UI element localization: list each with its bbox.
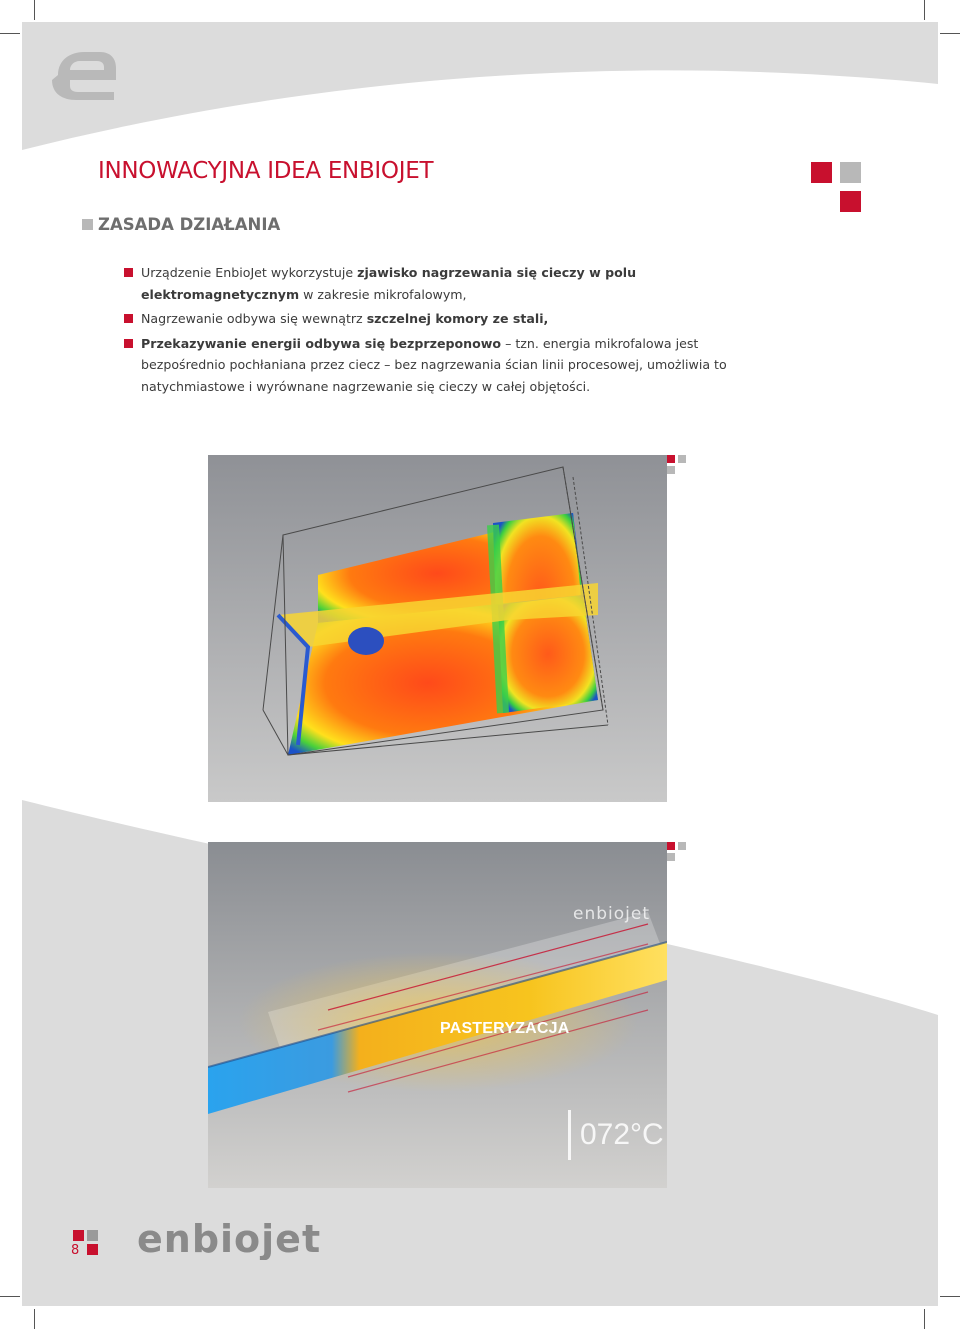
page-number: 8 — [71, 1243, 80, 1258]
decorative-square-grey — [667, 466, 675, 474]
decorative-square-grey — [678, 842, 686, 850]
enbiojet-wordmark: enbiojet — [137, 1218, 322, 1260]
decorative-square-grey — [87, 1230, 98, 1241]
list-item — [124, 333, 784, 398]
page-title: INNOWACYJNA IDEA ENBIOJET — [98, 158, 434, 184]
image-brand-text: enbiojet — [573, 904, 650, 924]
bullet-text: w zakresie mikrofalowym, — [299, 286, 467, 302]
e-logo-icon — [48, 48, 118, 102]
list-item — [124, 308, 784, 330]
enbiojet-logo — [137, 1218, 412, 1260]
decorative-square-red — [667, 842, 675, 850]
decorative-square-grey — [667, 853, 675, 861]
pasteurization-pipe-image — [208, 842, 667, 1188]
bullet-text: Urządzenie EnbioJet wykorzystuje — [141, 265, 358, 280]
decorative-square-red — [73, 1230, 84, 1241]
decorative-square-red — [667, 455, 675, 463]
decorative-square-red — [87, 1244, 98, 1255]
bullet-text-bold: zjawisko nagrzewania się cieczy w polu elektromagnetycznym — [141, 265, 637, 302]
bullet-square — [124, 339, 133, 348]
list-item — [124, 262, 784, 305]
bullet-text-bold: Przekazywanie energii odbywa się bezprzeponowo — [141, 335, 502, 351]
bullet-text-bold: szczelnej komory ze stali, — [366, 311, 549, 326]
subtitle-bullet-square — [82, 219, 93, 230]
decorative-square-red — [840, 191, 861, 212]
pasteurization-label: PASTERYZACJA — [440, 1020, 570, 1037]
decorative-square-red — [811, 162, 832, 183]
microwave-heating-simulation-image — [208, 455, 667, 802]
temperature-readout: 072°C — [580, 1118, 664, 1151]
bullet-text: Nagrzewanie odbywa się wewnątrz — [141, 311, 367, 326]
bullet-text: – tzn. energia mikrofalowa jest bezpośrednio pochłaniana przez ciecz – bez nagrzewania ścian linii procesowej, umożliwia to natychmiastowe i wyrównane nagrzewanie się cieczy w całej objętości. — [141, 335, 727, 394]
bullet-list — [124, 262, 784, 400]
bullet-square — [124, 268, 133, 277]
bullet-square — [124, 314, 133, 323]
decorative-square-grey — [840, 162, 861, 183]
section-subtitle: ZASADA DZIAŁANIA — [98, 215, 281, 234]
decorative-square-grey — [678, 455, 686, 463]
